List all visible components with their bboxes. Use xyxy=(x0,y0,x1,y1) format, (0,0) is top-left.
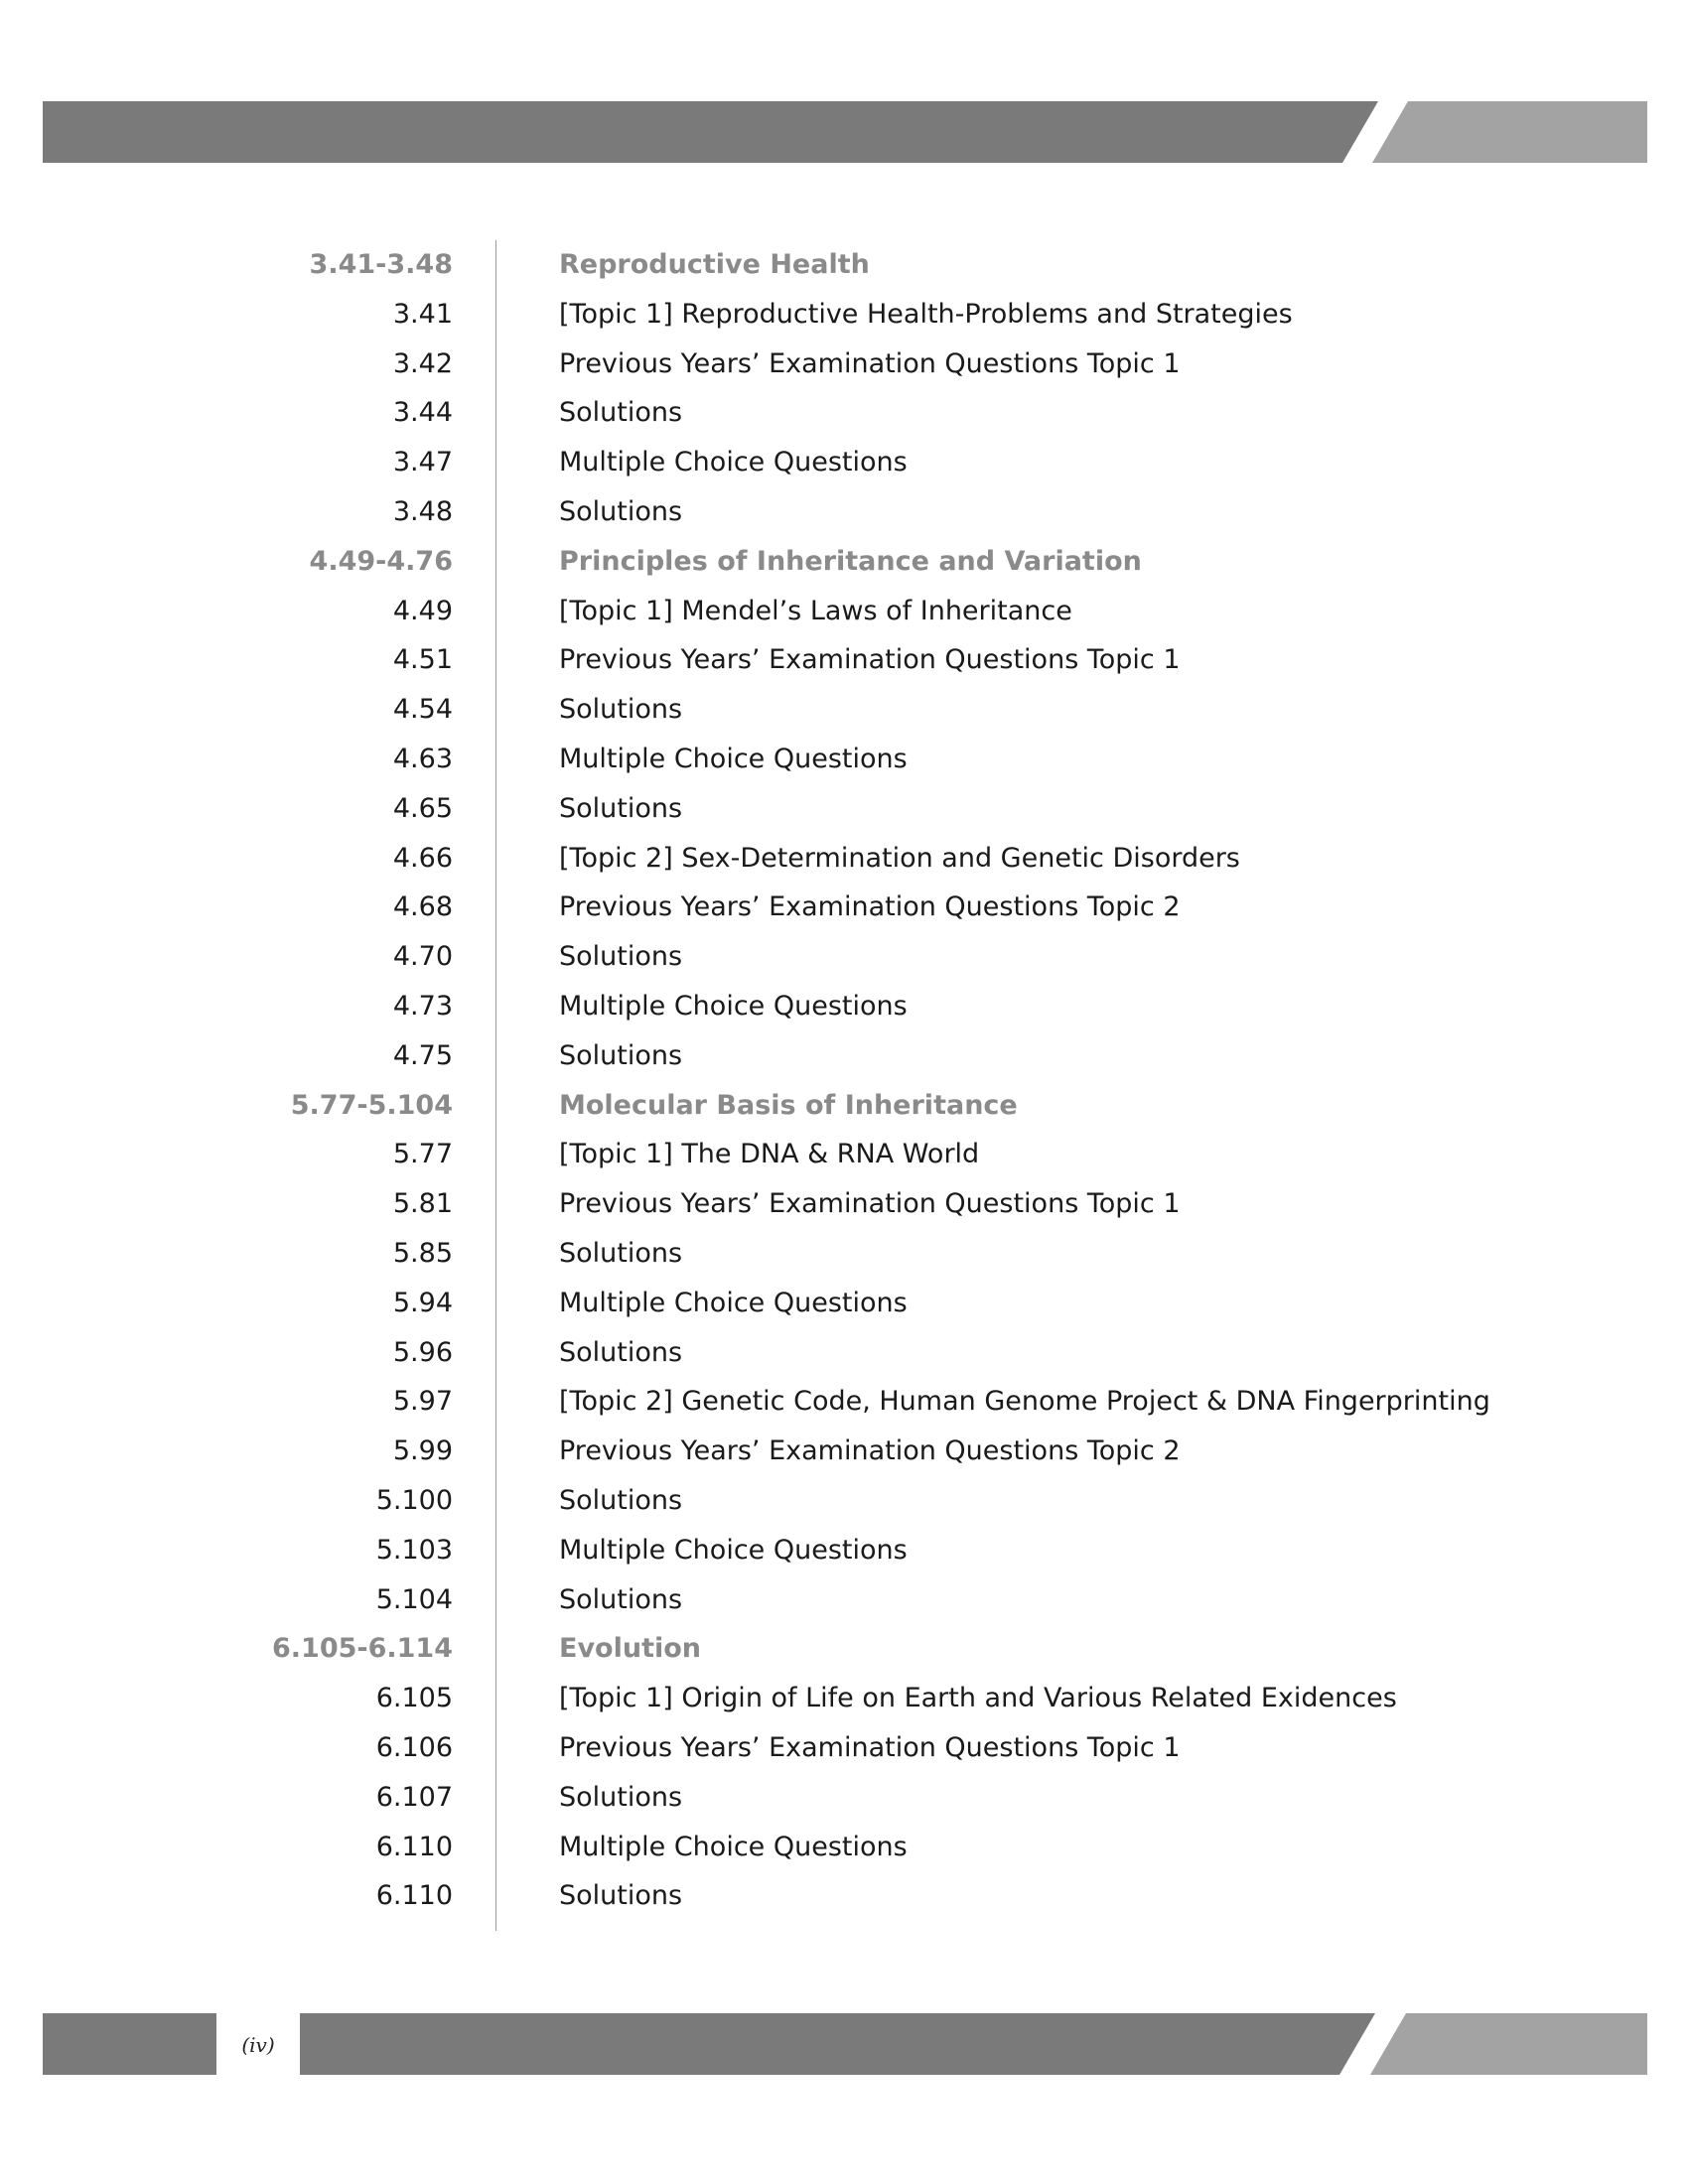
toc-page-number: 5.81 xyxy=(392,1188,453,1220)
toc-entry-title: Multiple Choice Questions xyxy=(559,1287,908,1318)
toc-entry-row xyxy=(0,340,1688,389)
toc-entry-title: Previous Years’ Examination Questions Topic 1 xyxy=(559,644,1181,676)
toc-entry-title: Solutions xyxy=(559,941,683,973)
toc-page-number: 4.54 xyxy=(392,694,453,726)
toc-entry-row xyxy=(0,1773,1688,1823)
toc-entry-title: [Topic 1] The DNA & RNA World xyxy=(559,1139,980,1170)
toc-entry-row xyxy=(0,932,1688,982)
toc-page-number: 3.47 xyxy=(392,447,453,478)
table-of-contents xyxy=(0,240,1688,1921)
toc-page-number: 5.104 xyxy=(375,1583,453,1615)
toc-entry-title: Solutions xyxy=(559,1583,683,1615)
toc-entry-title: Previous Years’ Examination Questions Topic 2 xyxy=(559,891,1181,923)
toc-page-number: 5.94 xyxy=(392,1287,453,1318)
toc-chapter-title: Reproductive Health xyxy=(559,249,870,280)
toc-entry-row xyxy=(0,1674,1688,1723)
toc-page-number: 5.77 xyxy=(392,1139,453,1170)
toc-page-number: 4.63 xyxy=(392,743,453,774)
toc-page-number: 6.105 xyxy=(375,1683,453,1714)
toc-entry-row xyxy=(0,982,1688,1031)
toc-entry-title: Multiple Choice Questions xyxy=(559,1831,908,1862)
toc-entry-title: Previous Years’ Examination Questions Topic 1 xyxy=(559,1188,1181,1220)
toc-entry-title: Multiple Choice Questions xyxy=(559,990,908,1022)
footer-band xyxy=(300,2013,1375,2075)
toc-entry-row xyxy=(0,1130,1688,1179)
footer-band-end xyxy=(1370,2013,1647,2075)
toc-entry-title: Solutions xyxy=(559,1781,683,1813)
toc-entry-row xyxy=(0,587,1688,636)
toc-page-number: 6.105-6.114 xyxy=(271,1633,453,1665)
toc-page-number: 4.75 xyxy=(392,1039,453,1071)
toc-entry-row xyxy=(0,685,1688,735)
toc-entry-title: Solutions xyxy=(559,694,683,726)
toc-page-number: 5.100 xyxy=(375,1484,453,1516)
toc-chapter-title: Molecular Basis of Inheritance xyxy=(559,1089,1018,1121)
toc-page-number: 3.41 xyxy=(392,298,453,330)
toc-entry-title: Solutions xyxy=(559,1484,683,1516)
toc-entry-row xyxy=(0,1723,1688,1773)
toc-entry-row xyxy=(0,735,1688,784)
toc-page-number: 5.77-5.104 xyxy=(290,1089,453,1121)
toc-entry-row xyxy=(0,1229,1688,1279)
toc-page-number: 4.73 xyxy=(392,990,453,1022)
page-number: (iv) xyxy=(241,2033,275,2057)
toc-page-number: 4.49 xyxy=(392,595,453,626)
toc-entry-title: [Topic 2] Sex-Determination and Genetic Disorders xyxy=(559,842,1240,874)
toc-chapter-row xyxy=(0,537,1688,587)
toc-entry-title: Solutions xyxy=(559,1880,683,1912)
toc-entry-row xyxy=(0,1031,1688,1081)
toc-entry-title: Solutions xyxy=(559,495,683,527)
toc-entry-row xyxy=(0,1427,1688,1476)
toc-page-number: 6.107 xyxy=(375,1781,453,1813)
toc-entry-row xyxy=(0,784,1688,834)
toc-entry-row xyxy=(0,635,1688,685)
toc-page-number: 5.85 xyxy=(392,1237,453,1269)
toc-page-number: 3.48 xyxy=(392,495,453,527)
toc-entry-row xyxy=(0,1823,1688,1872)
toc-entry-row xyxy=(0,834,1688,884)
toc-entry-row xyxy=(0,1377,1688,1427)
toc-entry-title: Multiple Choice Questions xyxy=(559,447,908,478)
toc-entry-row xyxy=(0,290,1688,340)
toc-page-number: 4.68 xyxy=(392,891,453,923)
toc-page-number: 4.66 xyxy=(392,842,453,874)
toc-entry-title: [Topic 1] Origin of Life on Earth and Various Related Exidences xyxy=(559,1683,1397,1714)
toc-chapter-row xyxy=(0,240,1688,290)
toc-page-number: 5.103 xyxy=(375,1534,453,1566)
toc-entry-row xyxy=(0,1328,1688,1378)
toc-entry-row xyxy=(0,1179,1688,1229)
toc-page-number: 6.106 xyxy=(375,1731,453,1763)
toc-page-number: 4.65 xyxy=(392,792,453,824)
toc-entry-row xyxy=(0,487,1688,537)
footer-band-left xyxy=(43,2013,216,2075)
toc-entry-row xyxy=(0,1279,1688,1328)
toc-page-number: 3.42 xyxy=(392,347,453,379)
toc-page-number: 4.49-4.76 xyxy=(309,545,453,577)
toc-page-number: 3.44 xyxy=(392,397,453,429)
toc-entry-title: [Topic 1] Mendel’s Laws of Inheritance xyxy=(559,595,1072,626)
toc-entry-title: Previous Years’ Examination Questions Topic 1 xyxy=(559,1731,1181,1763)
toc-entry-row xyxy=(0,1871,1688,1921)
toc-page-number: 3.41-3.48 xyxy=(309,249,453,280)
toc-page-number: 4.70 xyxy=(392,941,453,973)
toc-entry-title: Multiple Choice Questions xyxy=(559,1534,908,1566)
toc-page-number: 5.96 xyxy=(392,1336,453,1368)
toc-entry-title: Solutions xyxy=(559,1336,683,1368)
toc-entry-row xyxy=(0,883,1688,932)
toc-chapter-row xyxy=(0,1624,1688,1674)
toc-entry-row xyxy=(0,388,1688,438)
toc-entry-title: Solutions xyxy=(559,792,683,824)
toc-page-number: 6.110 xyxy=(375,1831,453,1862)
toc-entry-title: Previous Years’ Examination Questions Topic 2 xyxy=(559,1435,1181,1467)
toc-entry-title: Solutions xyxy=(559,1039,683,1071)
header-band xyxy=(43,101,1378,163)
toc-entry-title: Solutions xyxy=(559,397,683,429)
toc-chapter-title: Evolution xyxy=(559,1633,702,1665)
toc-page-number: 4.51 xyxy=(392,644,453,676)
toc-entry-title: Multiple Choice Questions xyxy=(559,743,908,774)
toc-entry-row xyxy=(0,1476,1688,1526)
toc-chapter-title: Principles of Inheritance and Variation xyxy=(559,545,1142,577)
toc-entry-row xyxy=(0,1575,1688,1625)
toc-page-number: 6.110 xyxy=(375,1880,453,1912)
toc-chapter-row xyxy=(0,1081,1688,1131)
toc-page-number: 5.99 xyxy=(392,1435,453,1467)
toc-entry-row xyxy=(0,1526,1688,1575)
header-band-end xyxy=(1372,101,1647,163)
toc-entry-title: [Topic 1] Reproductive Health-Problems and Strategies xyxy=(559,298,1293,330)
toc-entry-title: Solutions xyxy=(559,1237,683,1269)
toc-page-number: 5.97 xyxy=(392,1386,453,1418)
toc-entry-title: Previous Years’ Examination Questions Topic 1 xyxy=(559,347,1181,379)
toc-entry-title: [Topic 2] Genetic Code, Human Genome Project & DNA Fingerprinting xyxy=(559,1386,1490,1418)
toc-entry-row xyxy=(0,438,1688,487)
